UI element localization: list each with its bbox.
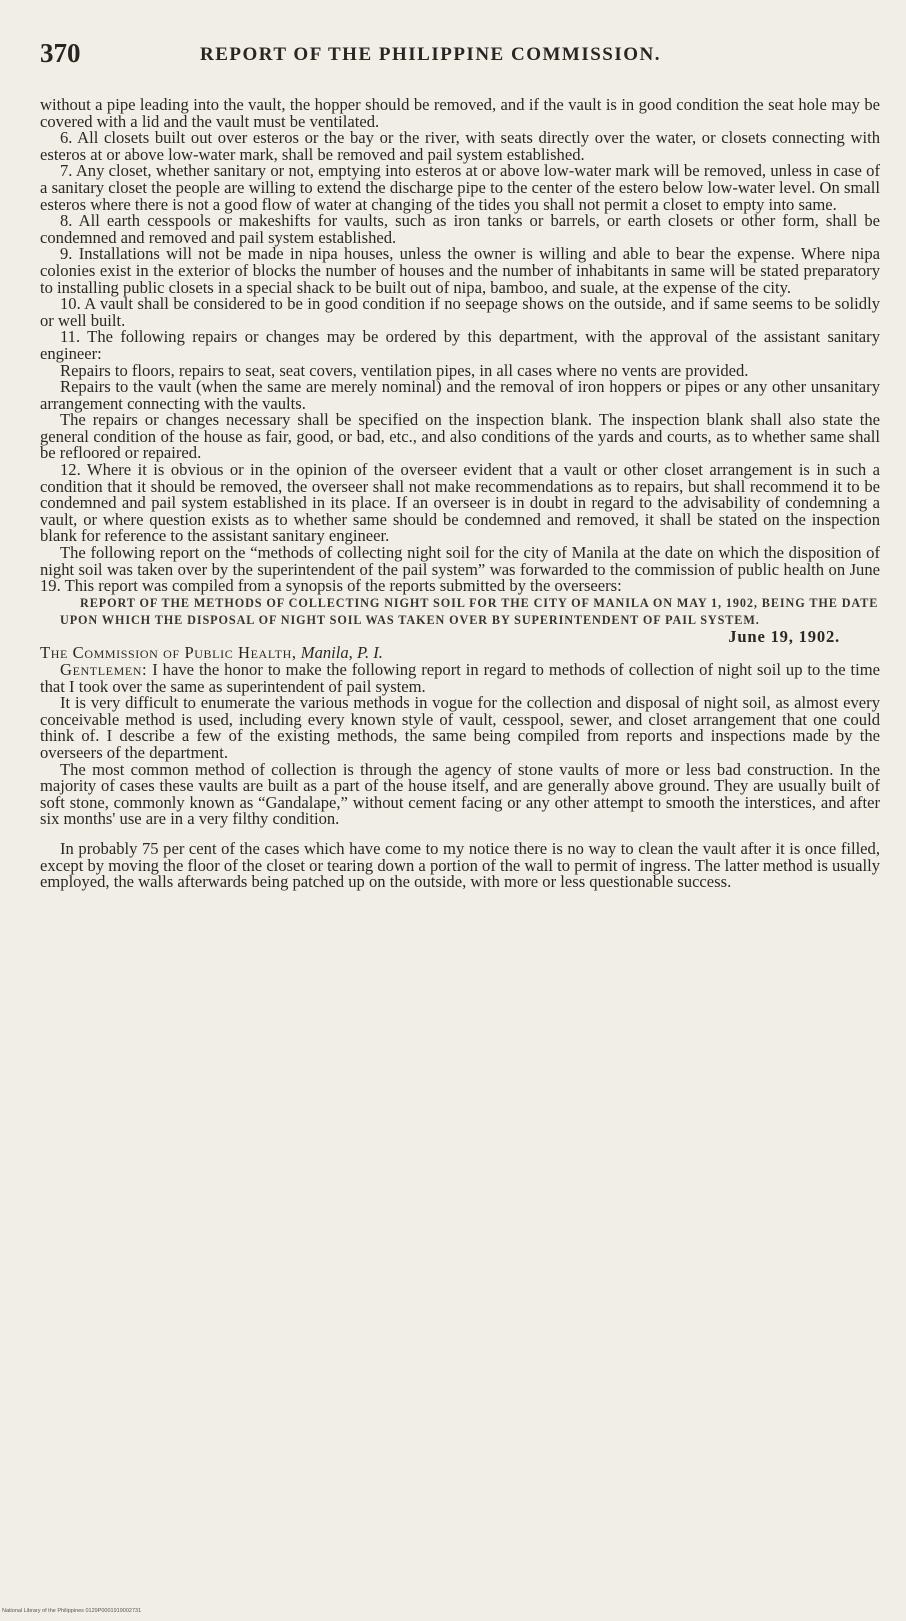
page-header bbox=[40, 38, 880, 78]
paragraph-rule-6: 6. All closets built out over esteros or the bay or the river, with seats directly over the water, or closets connecting with esteros at or above low-water mark, shall be removed and pail system established. bbox=[40, 128, 880, 164]
paragraph-rule-12: 12. Where it is obvious or in the opinion of the overseer evident that a vault or other closet arrangement is in such a condition that it should be removed, the overseer shall not make recommendations as to repairs, but shall recommend it to be condemned and pail system established in its place. If an overseer is in doubt in regard to the advisability of condemning a vault, or where question exists as to whether same should be condemned and removed, it shall be stated on the inspection blank for reference to the assistant sanitary engineer. bbox=[40, 460, 880, 546]
letter-paragraph-1 bbox=[40, 662, 880, 695]
paragraph-continued: without a pipe leading into the vault, the hopper should be removed, and if the vault is in good condition the seat hole may be covered with a lid and the vault must be ventilated. bbox=[40, 95, 880, 131]
paragraph-rule-9: 9. Installations will not be made in nipa houses, unless the owner is willing and able to bear the expense. Where nipa colonies exist in the exterior of blocks the number of houses and the number of inhabitants in same will be stated preparatory to installing public closets in a special shack to be built out of nipa, bamboo, and suale, at the expense of the city. bbox=[40, 244, 880, 297]
paragraph-inspection-blank: The repairs or changes necessary shall be specified on the inspection blank. The inspection blank shall also state the general condition of the house as fair, good, or bad, etc., and also conditions of the yards and courts, as to whether same shall be refloored or repaired. bbox=[40, 410, 880, 463]
paragraph-report-intro: The following report on the “methods of collecting night soil for the city of Manila at the date on which the disposition of night soil was taken over by the superintendent of the pail system” was forwarded to the commission of public health on June 19. This report was compiled from a synopsis of the reports submitted by the overseers: bbox=[40, 543, 880, 596]
letter-salutation: Gentlemen: bbox=[60, 660, 148, 679]
letter-paragraph-1-text: I have the honor to make the following report in regard to methods of collection of night soil up to the time that I took over the same as superintendent of pail system. bbox=[40, 660, 880, 696]
paragraph-rule-7: 7. Any closet, whether sanitary or not, emptying into esteros at or above low-water mark will be removed, unless in case of a sanitary closet the people are willing to extend the discharge pipe to the center of the estero below low-water level. On small esteros where there is not a good flow of water at changing of the tides you shall not permit a closet to empty into same. bbox=[40, 161, 880, 214]
letter-paragraph-4: In probably 75 per cent of the cases which have come to my notice there is no way to clean the vault after it is once filled, except by moving the floor of the closet or tearing down a portion of the wall to permit of ingress. The latter method is usually employed, the walls afterwards being patched up on the outside, with more or less questionable success. bbox=[40, 838, 880, 892]
paragraph-rule-11: 11. The following repairs or changes may be ordered by this department, with the approval of the assistant sanitary engineer: bbox=[40, 327, 880, 363]
letter-paragraph-2: It is very difficult to enumerate the various methods in vogue for the collection and disposal of night soil, as almost every conceivable method is used, including every known style of vault, cesspool, sewer, and closet arrangement that one could think of. I describe a few of the existing methods, the same being compiled from reports and inspections made by the overseers of the department. bbox=[40, 693, 880, 762]
addressee-place: Manila, P. I. bbox=[300, 643, 383, 663]
letter-paragraph-3: The most common method of collection is through the agency of stone vaults of more or less bad construction. In the majority of cases these vaults are built as a part of the house itself, and are generally above ground. They are usually built of soft stone, commonly known as “Gandalape,” without cement facing or any other attempt to smooth the interstices, and after six months' use are in a very filthy condition. bbox=[40, 759, 880, 829]
running-head: REPORT OF THE PHILIPPINE COMMISSION. bbox=[200, 44, 662, 65]
paragraph-rule-10: 10. A vault shall be considered to be in good condition if no seepage shows on the outside, and if same seems to be solidly or well built. bbox=[40, 294, 880, 330]
paragraph-rule-8: 8. All earth cesspools or makeshifts for vaults, such as iron tanks or barrels, or earth closets or other form, shall be condemned and removed and pail system established. bbox=[40, 211, 880, 247]
report-heading: REPORT OF THE METHODS OF COLLECTING NIGHT SOIL FOR THE CITY OF MANILA ON MAY 1, 1902, BEING THE DATE UPON WHICH THE DISPOSAL OF NIGHT SOIL WAS TAKEN OVER BY SUPERINTENDENT OF PAIL SYSTEM. bbox=[60, 595, 879, 627]
paragraph-repairs-vault: Repairs to the vault (when the same are merely nominal) and the removal of iron hoppers or pipes or any other unsanitary arrangement connecting with the vaults. bbox=[40, 377, 880, 413]
page-number: 370 bbox=[40, 38, 81, 68]
page-body bbox=[40, 97, 880, 891]
addressee-name: The Commission of Public Health, bbox=[40, 643, 297, 663]
paragraph-repairs-floors: Repairs to floors, repairs to seat, seat covers, ventilation pipes, in all cases where no vents are provided. bbox=[60, 360, 749, 380]
letter-date: June 19, 1902. bbox=[728, 626, 840, 646]
scan-footer: National Library of the Philippines 0129P0001919002731 bbox=[2, 1608, 142, 1614]
